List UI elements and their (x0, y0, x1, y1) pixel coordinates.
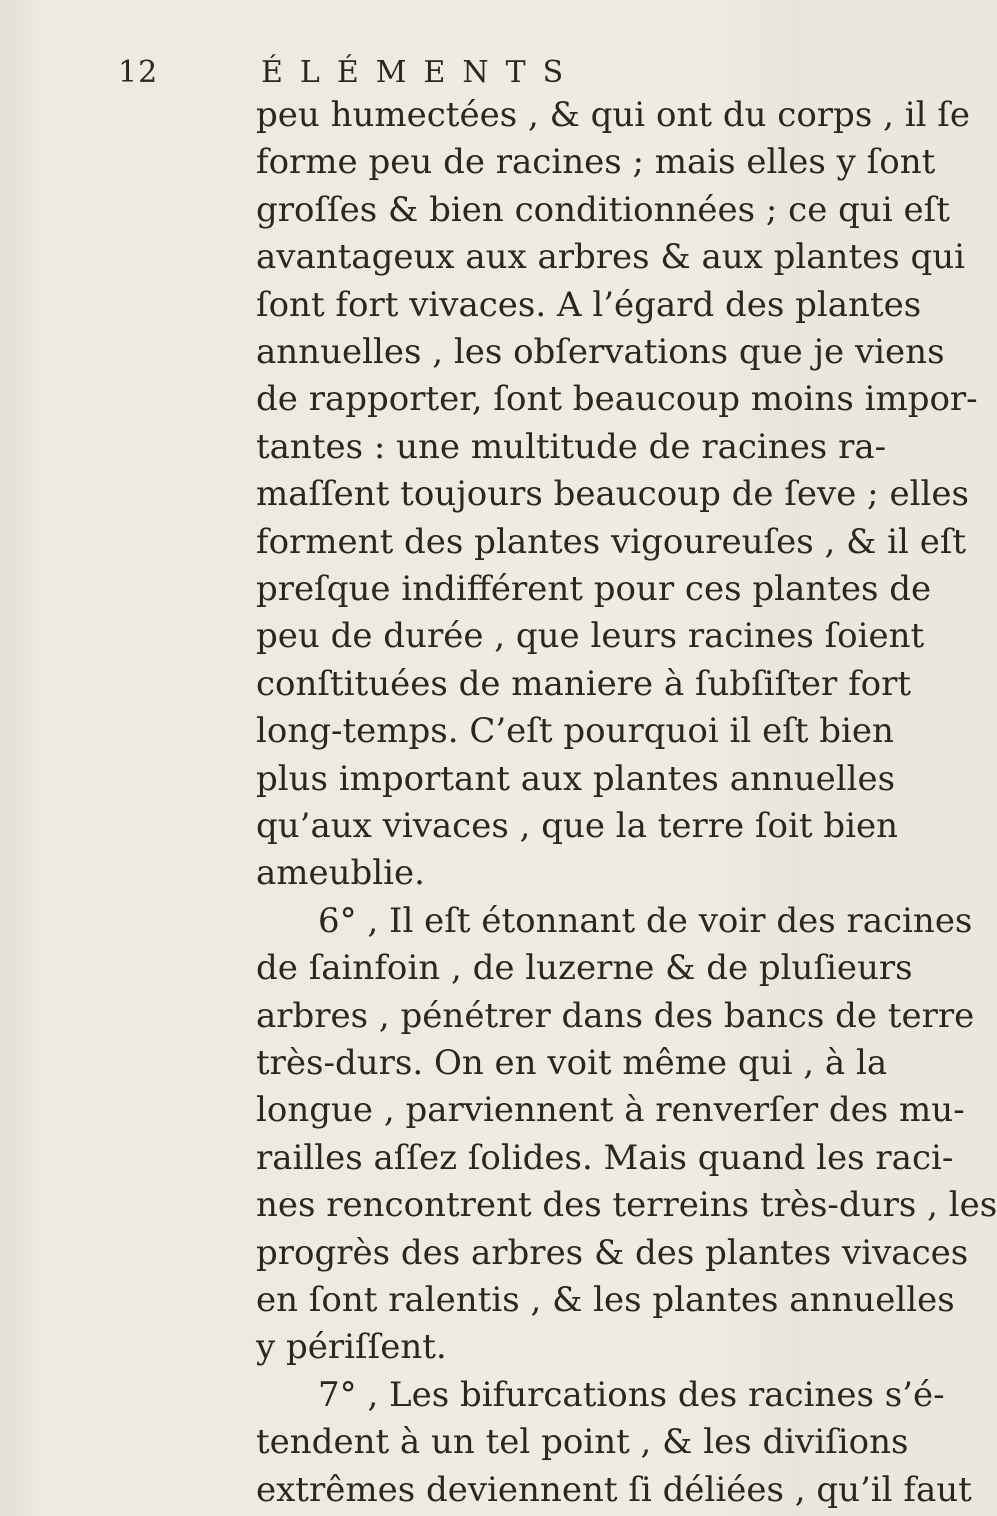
text-line: tantes : une multitude de racines ra- (256, 426, 887, 467)
text-line: preſque indifférent pour ces plantes de (256, 569, 932, 609)
text-line: ſont fort vivaces. A l’égard des plantes (256, 284, 922, 325)
running-title: ÉLÉMENTS (261, 55, 581, 90)
text-line: ameublie. (256, 853, 425, 894)
text-line: nes rencontrent des terreins très-durs , les (256, 1185, 997, 1226)
text-line: 7° , Les bifurcations des racines s’é- (318, 1374, 945, 1415)
text-line: plus important aux plantes annuelles (256, 758, 896, 799)
text-line: longue , parviennent à renverſer des mu- (256, 1090, 965, 1131)
text-line: forme peu de racines ; mais elles y ſont (256, 142, 936, 183)
text-line: arbres , pénétrer dans des bancs de terre (256, 995, 975, 1036)
text-line: de ſainfoin , de luzerne & de pluſieurs (256, 948, 913, 989)
text-line: 6° , Il eſt étonnant de voir des racines (318, 900, 973, 941)
text-line: progrès des arbres & des plantes vivaces (256, 1232, 969, 1273)
text-line: qu’aux vivaces , que la terre ſoit bien (256, 806, 899, 846)
text-line: long-temps. C’eſt pourquoi il eſt bien (256, 711, 894, 752)
text-line: railles aſſez ſolides. Mais quand les raci- (256, 1137, 954, 1178)
text-line: peu humectées , & qui ont du corps , il ſe (256, 95, 970, 135)
text-line: avantageux aux arbres & aux plantes qui (256, 237, 966, 278)
text-line: conſtituées de maniere à ſubſiſter fort (256, 663, 912, 704)
text-line: tendent à un tel point , & les diviſions (256, 1422, 909, 1463)
text-line: forment des plantes vigoureuſes , & il eſt (256, 521, 967, 562)
text-line: très-durs. On en voit même qui , à la (256, 1043, 888, 1083)
text-line: maſſent toujours beaucoup de ſeve ; elles (256, 474, 969, 515)
text-line: extrêmes deviennent ſi déliées , qu’il faut (256, 1469, 972, 1510)
text-line: y périſſent. (256, 1327, 447, 1368)
text-line: peu de durée , que leurs racines ſoient (256, 616, 925, 657)
text-line: groſſes & bien conditionnées ; ce qui eſt (256, 189, 950, 230)
page-number: 12 (118, 55, 159, 90)
text-line: en ſont ralentis , & les plantes annuelles (256, 1280, 955, 1320)
text-line: de rapporter, ſont beaucoup moins impor- (256, 379, 978, 420)
text-line: annuelles , les obſervations que je viens (256, 332, 945, 372)
